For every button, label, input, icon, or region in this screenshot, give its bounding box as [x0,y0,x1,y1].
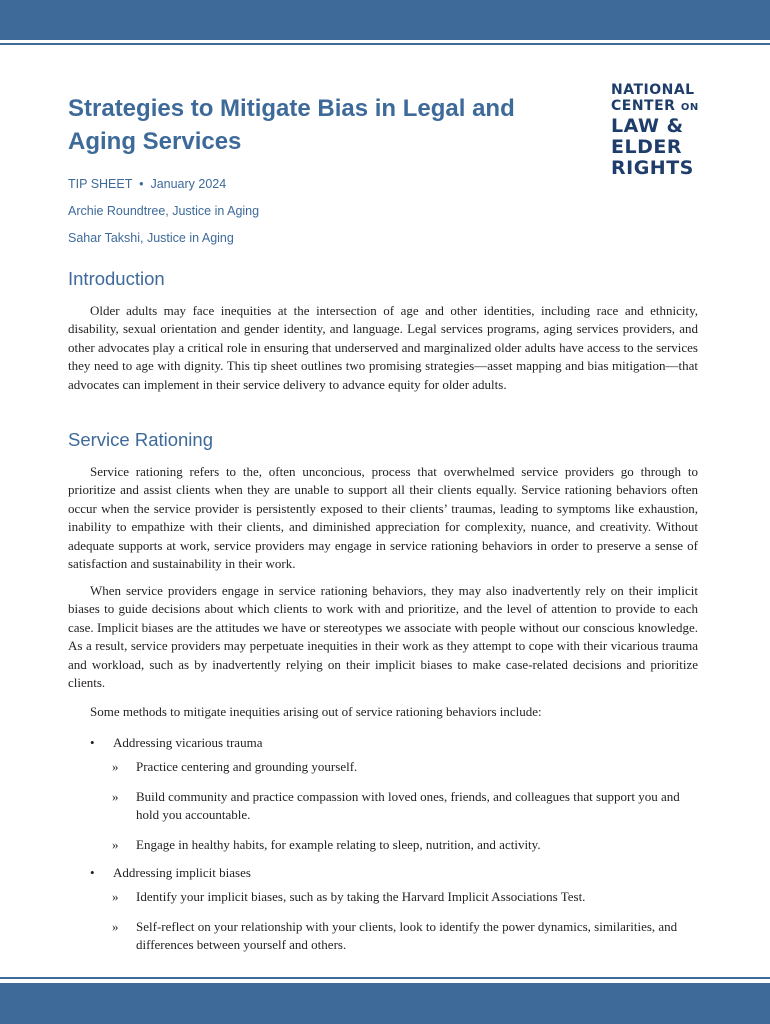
sub-text: Build community and practice compassion with loved ones, friends, and colleagues that support you and hold you accountable. [136,789,680,823]
tip-sheet-meta [68,177,226,191]
logo-center-word: CENTER [611,98,676,114]
rationing-paragraph-1: Service rationing refers to the, often unconcious, process that overwhelmed service providers go through to prioritize and assist clients when they are unable to support all their clients equally. Service rationing behaviors often occur when the service provider is persistently exposed to their clients’ traumas, leading to symptoms like exhaustion, inability to empathize with their clients, and diminished appreciation for complexity, nuance, and creativity. Without adequate supports at work, service providers may engage in service rationing behaviors in order to preserve a sense of satisfaction and sustainability in their work. [68,464,698,572]
logo-line-center [611,98,711,116]
title-line-2: Aging Services [68,128,242,155]
sub-list-item [112,888,702,906]
logo-on-word: ON [680,102,699,113]
sub-mark: » [112,919,119,934]
service-rationing-heading: Service Rationing [68,429,213,450]
rationing-paragraph-2: When service providers engage in service rationing behaviors, they may also inadvertently rely on their implicit biases to guide decisions about which clients to work with and prioritize, and the level of attention to provide to each case. Implicit biases are the attitudes we have or stereotypes we associate with people without our conscious knowledge. As a result, service providers may perpetuate inequities in their work as they attempt to cope with their vicarious trauma and workload, such as by inadvertently relying on their implicit biases to make case-related decisions and prioritize clients. [68,583,698,691]
sub-text: Self-reflect on your relationship with your clients, look to identify the power dynamics, similarities, and differences between yourself and others. [136,919,678,953]
author-1: Archie Roundtree, Justice in Aging [68,204,260,218]
bullet-mark: • [90,865,95,880]
logo-line-national: NATIONAL [611,82,695,98]
title-line-1: Strategies to Mitigate Bias in Legal and [68,95,515,122]
bullet-mark: • [90,735,95,750]
sub-text: Practice centering and grounding yourself. [136,759,358,774]
sub-mark: » [112,789,119,804]
document-title [68,92,548,158]
top-band [0,0,770,40]
rationing-paragraph-3: Some methods to mitigate inequities arising out of service rationing behaviors include: [90,704,542,719]
logo-line-rights: RIGHTS [611,157,694,179]
sub-text: Engage in healthy habits, for example relating to sleep, nutrition, and activity. [136,837,541,852]
sub-text: Identify your implicit biases, such as by taking the Harvard Implicit Associations Test. [136,889,586,904]
logo-line-elder: ELDER [611,136,682,158]
doc-date: January 2024 [150,177,227,191]
sub-list-item [112,788,702,825]
sub-list-item [112,836,702,854]
bullet-text: Addressing vicarious trauma [113,735,263,750]
intro-heading: Introduction [68,268,165,289]
bottom-band [0,983,770,1024]
top-rule [0,43,770,45]
sub-mark: » [112,837,119,852]
bullet-text: Addressing implicit biases [113,865,251,880]
meta-separator: • [139,177,144,191]
bottom-rule [0,977,770,979]
sub-list-item [112,918,702,955]
author-2: Sahar Takshi, Justice in Aging [68,231,234,245]
doc-type: TIP SHEET [68,177,133,191]
ncler-logo [611,82,711,179]
intro-paragraph: Older adults may face inequities at the intersection of age and other identities, including race and ethnicity, disability, sexual orientation and gender identity, and language. Legal services programs, aging services providers, and other advocates play a critical role in ensuring that underserved and marginalized older adults have access to the services they need to age with dignity. This tip sheet outlines two promising strategies—asset mapping and bias mitigation—that advocates can implement in their service delivery to advance equity for older adults. [68,303,698,392]
sub-list-item [112,758,702,776]
sub-mark: » [112,759,119,774]
logo-line-law: LAW & [611,115,684,137]
sub-mark: » [112,889,119,904]
